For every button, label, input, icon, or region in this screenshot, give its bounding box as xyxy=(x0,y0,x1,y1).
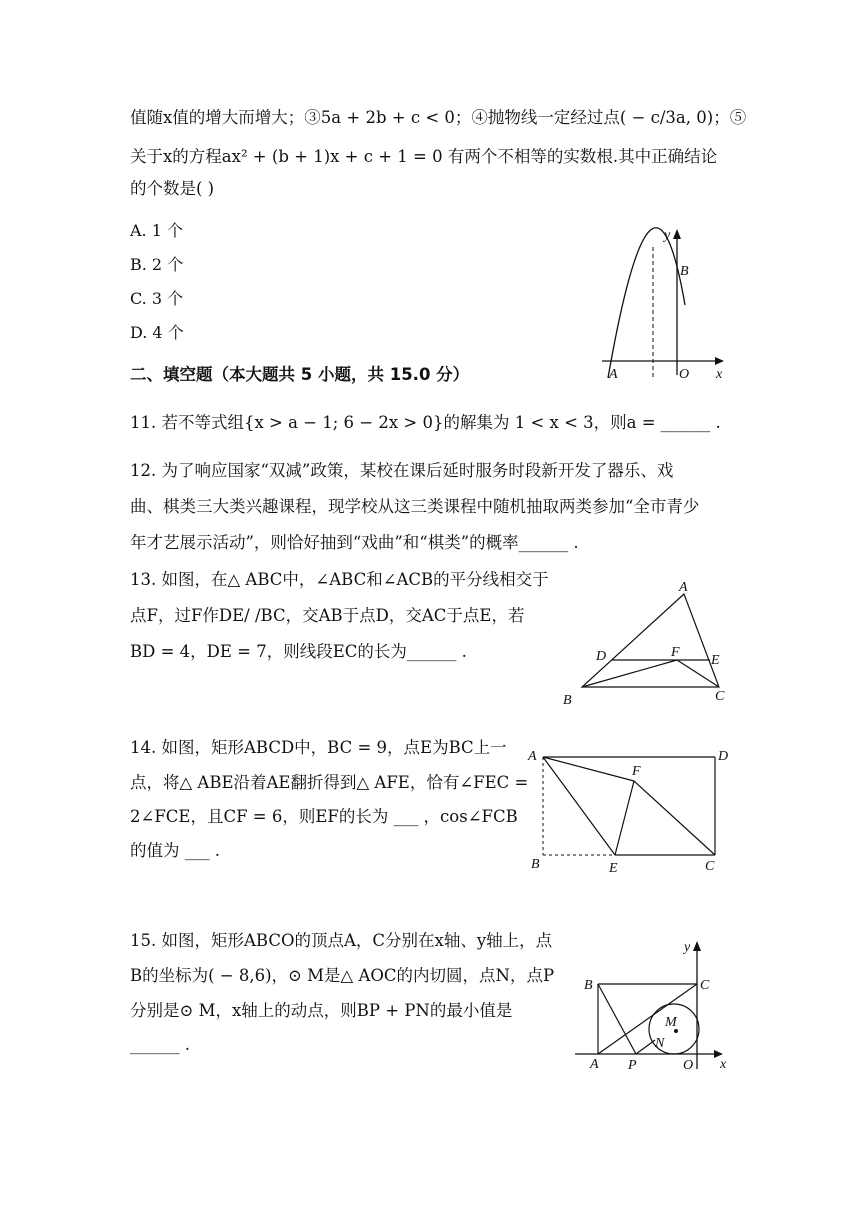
q14-label-c: C xyxy=(705,859,715,874)
q10-text-line2: 关于x的方程ax² + (b + 1)x + c + 1 = 0 有两个不相等的实数根.其中正确结论 xyxy=(130,147,718,166)
q12-text-line3: 年才艺展示活动”，则恰好抽到“戏曲”和“棋类”的概率______ . xyxy=(130,533,579,552)
q14-label-b: B xyxy=(531,857,540,872)
q15-label-x: x xyxy=(720,1057,727,1072)
q10-label-y: y xyxy=(664,228,671,243)
q13-label-b: B xyxy=(563,693,572,708)
q10-option-d: D. 4 个 xyxy=(130,323,184,342)
q15-text-line1: 15. 如图，矩形ABCO的顶点A，C分别在x轴、y轴上，点 xyxy=(130,931,553,950)
q15-label-m: M xyxy=(665,1015,677,1030)
q13-text-line2: 点F，过F作DE/ /BC，交AB于点D，交AC于点E，若 xyxy=(130,606,525,625)
q13-label-e: E xyxy=(711,653,720,668)
q12-text-line1: 12. 为了响应国家“双减”政策，某校在课后延时服务时段新开发了器乐、戏 xyxy=(130,461,674,480)
q10-text-line3: 的个数是( ) xyxy=(130,179,215,198)
q14-text-line3: 2∠FCE，且CF = 6，则EF的长为 ___ ，cos∠FCB xyxy=(130,807,518,826)
q15-label-p: P xyxy=(628,1058,637,1073)
q13-label-c: C xyxy=(715,689,725,704)
q15-text-line2: B的坐标为( − 8,6)，⊙ M是△ AOC的内切圆，点N，点P xyxy=(130,966,555,985)
section-heading-fill-in: 二、填空题（本大题共 5 小题，共 15.0 分） xyxy=(130,365,470,384)
q11-text: 11. 若不等式组{x > a − 1; 6 − 2x > 0}的解集为 1 < x < 3，则a = ______ . xyxy=(130,413,721,432)
q13-text-line1: 13. 如图，在△ ABC中，∠ABC和∠ACB的平分线相交于 xyxy=(130,570,549,589)
q12-text-line2: 曲、棋类三大类兴趣课程，现学校从这三类课程中随机抽取两类参加“全市青少 xyxy=(130,497,700,516)
q10-parabola-figure xyxy=(600,225,730,380)
q13-text-line3: BD = 4，DE = 7，则线段EC的长为______ . xyxy=(130,642,467,661)
q10-option-b: B. 2 个 xyxy=(130,255,184,274)
q10-label-b: B xyxy=(680,264,689,279)
q10-label-x: x xyxy=(716,367,723,382)
q15-label-a: A xyxy=(590,1057,599,1072)
q14-label-f: F xyxy=(632,764,641,779)
q14-text-line2: 点，将△ ABE沿着AE翻折得到△ AFE，恰有∠FEC = xyxy=(130,773,529,792)
q15-label-c: C xyxy=(700,978,710,993)
q13-label-f: F xyxy=(671,645,680,660)
q14-text-line4: 的值为 ___ . xyxy=(130,841,220,860)
q15-label-o: O xyxy=(683,1058,694,1073)
q15-label-y: y xyxy=(684,940,691,955)
q15-text-line4: ______ . xyxy=(130,1035,190,1054)
q10-option-a: A. 1 个 xyxy=(130,221,183,240)
q10-option-c: C. 3 个 xyxy=(130,289,184,308)
q13-triangle-figure xyxy=(560,578,735,708)
q13-label-a: A xyxy=(679,580,688,595)
q15-coordinate-figure xyxy=(570,935,735,1080)
q14-rectangle-figure xyxy=(525,745,740,880)
q14-label-d: D xyxy=(718,749,729,764)
q10-label-o: O xyxy=(679,367,690,382)
q14-text-line1: 14. 如图，矩形ABCD中，BC = 9，点E为BC上一 xyxy=(130,738,507,757)
q15-text-line3: 分别是⊙ M，x轴上的动点，则BP + PN的最小值是 xyxy=(130,1001,513,1020)
q10-text-line1: 值随x值的增大而增大；③5a + 2b + c < 0；④抛物线一定经过点( − c/3a, 0)；⑤ xyxy=(130,108,747,127)
q15-label-n: N xyxy=(655,1036,665,1051)
q13-label-d: D xyxy=(596,649,607,664)
q15-label-b: B xyxy=(584,978,593,993)
q14-label-a: A xyxy=(528,749,537,764)
q10-label-a: A xyxy=(609,367,618,382)
q14-label-e: E xyxy=(609,861,618,876)
